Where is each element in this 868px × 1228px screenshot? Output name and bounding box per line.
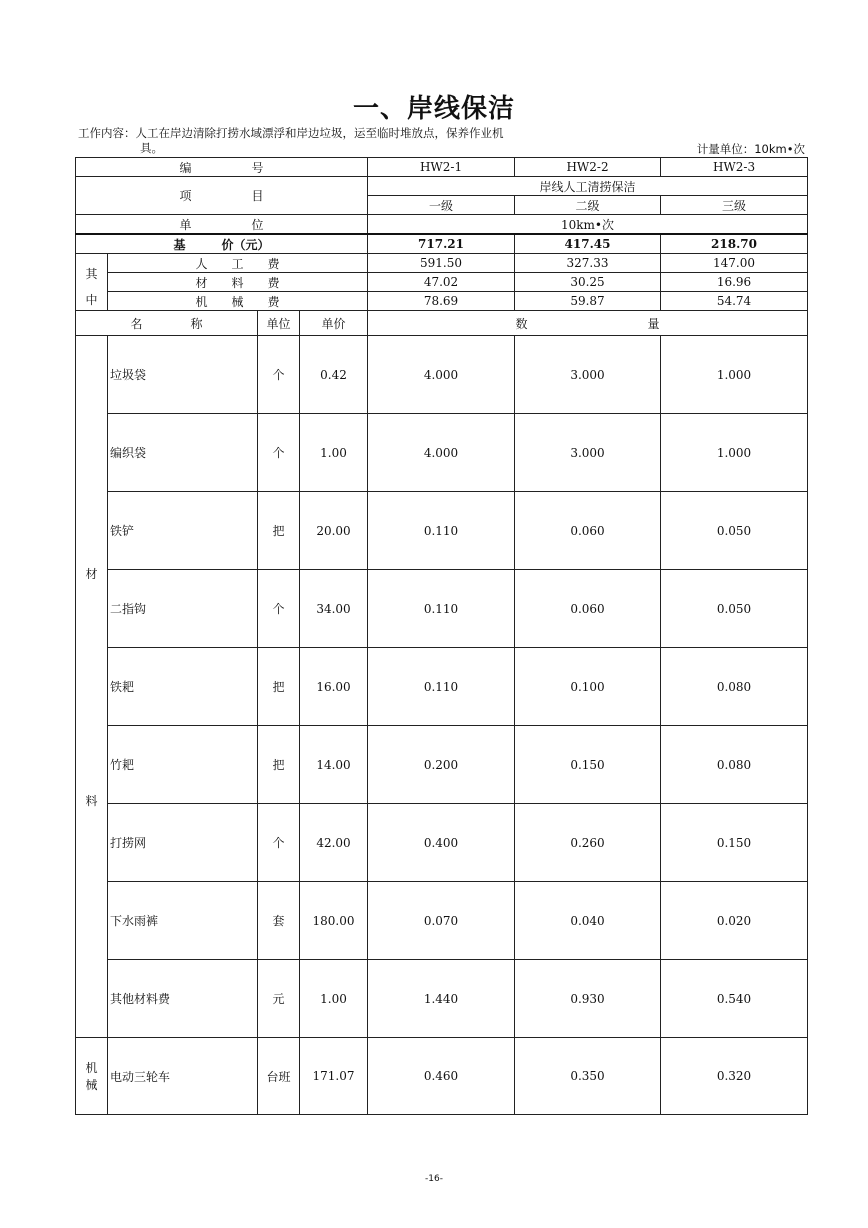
material-qty: 0.400 [368, 804, 515, 882]
material-name: 铁耙 [108, 648, 258, 726]
material-unit: 套 [258, 882, 300, 960]
material-qty: 0.060 [515, 570, 661, 648]
material-name: 编织袋 [108, 414, 258, 492]
materials-label [76, 336, 108, 1038]
materials-char-1: 材 [85, 566, 98, 581]
code-row [76, 158, 808, 177]
cost-value: 327.33 [515, 254, 661, 273]
material-qty: 0.050 [661, 570, 808, 648]
material-name: 竹耙 [108, 726, 258, 804]
material-qty: 4.000 [368, 414, 515, 492]
material-qty: 0.110 [368, 570, 515, 648]
material-price: 1.00 [300, 960, 368, 1038]
column-header-row [76, 311, 808, 336]
code-label: 编 号 [76, 158, 368, 177]
col-unit-header: 单位 [258, 311, 300, 336]
unit-row-value: 10km•次 [368, 215, 808, 235]
material-price: 0.42 [300, 336, 368, 414]
material-qty: 0.150 [515, 726, 661, 804]
work-content-line-2: 具。 [140, 141, 163, 155]
material-row [76, 648, 808, 726]
base-price-value: 417.45 [515, 234, 661, 254]
level-cell: 三级 [661, 196, 808, 215]
cost-value: 591.50 [368, 254, 515, 273]
machinery-qty: 0.460 [368, 1038, 515, 1115]
material-qty: 1.000 [661, 336, 808, 414]
work-content-line-1: 工作内容：人工在岸边清除打捞水域漂浮和岸边垃圾，运至临时堆放点，保养作业机 [78, 126, 504, 140]
work-content [78, 126, 598, 156]
cost-value: 59.87 [515, 292, 661, 311]
material-qty: 0.080 [661, 648, 808, 726]
material-name: 二指钩 [108, 570, 258, 648]
material-price: 42.00 [300, 804, 368, 882]
cost-label: 材 料 费 [108, 273, 368, 292]
cost-value: 47.02 [368, 273, 515, 292]
material-qty: 0.050 [661, 492, 808, 570]
col-price-header: 单价 [300, 311, 368, 336]
page-number: -16- [425, 1174, 443, 1184]
material-qty: 0.070 [368, 882, 515, 960]
labor-row [76, 254, 808, 273]
material-row [76, 960, 808, 1038]
material-row [76, 336, 808, 414]
code-cell: HW2-1 [368, 158, 515, 177]
material-qty: 0.110 [368, 648, 515, 726]
material-row [76, 570, 808, 648]
material-row [76, 492, 808, 570]
material-name: 铁铲 [108, 492, 258, 570]
material-unit: 把 [258, 726, 300, 804]
material-qty: 0.260 [515, 804, 661, 882]
material-qty: 1.000 [661, 414, 808, 492]
material-price: 34.00 [300, 570, 368, 648]
machinery-char-2: 械 [85, 1078, 98, 1092]
quota-table [75, 157, 808, 1115]
col-name-header: 名 称 [76, 311, 258, 336]
material-qty: 4.000 [368, 336, 515, 414]
material-qty: 3.000 [515, 414, 661, 492]
material-qty: 0.040 [515, 882, 661, 960]
material-row [76, 804, 808, 882]
base-price-value: 218.70 [661, 234, 808, 254]
machinery-price: 171.07 [300, 1038, 368, 1115]
material-price: 180.00 [300, 882, 368, 960]
material-qty: 0.020 [661, 882, 808, 960]
material-price: 14.00 [300, 726, 368, 804]
machinery-label [76, 1038, 108, 1115]
material-qty: 0.200 [368, 726, 515, 804]
material-unit: 把 [258, 648, 300, 726]
material-name: 打捞网 [108, 804, 258, 882]
cost-value: 54.74 [661, 292, 808, 311]
item-group-row [76, 177, 808, 196]
material-name: 垃圾袋 [108, 336, 258, 414]
material-qty: 0.540 [661, 960, 808, 1038]
material-price: 16.00 [300, 648, 368, 726]
cost-value: 147.00 [661, 254, 808, 273]
material-qty: 0.930 [515, 960, 661, 1038]
level-cell: 二级 [515, 196, 661, 215]
machinery-row [76, 1038, 808, 1115]
material-cost-row [76, 273, 808, 292]
item-group: 岸线人工清捞保洁 [368, 177, 808, 196]
material-price: 1.00 [300, 414, 368, 492]
code-cell: HW2-2 [515, 158, 661, 177]
unit-row [76, 215, 808, 235]
item-label: 项 目 [76, 177, 368, 215]
material-unit: 元 [258, 960, 300, 1038]
material-qty: 0.060 [515, 492, 661, 570]
materials-char-2: 料 [85, 793, 98, 808]
measurement-unit: 计量单位：10km•次 [696, 142, 805, 156]
cost-value: 16.96 [661, 273, 808, 292]
material-name: 下水雨裤 [108, 882, 258, 960]
material-unit: 把 [258, 492, 300, 570]
machinery-cost-row [76, 292, 808, 311]
machinery-qty: 0.320 [661, 1038, 808, 1115]
machinery-unit: 台班 [258, 1038, 300, 1115]
machinery-qty: 0.350 [515, 1038, 661, 1115]
material-qty: 1.440 [368, 960, 515, 1038]
material-qty: 0.080 [661, 726, 808, 804]
base-price-row [76, 234, 808, 254]
base-price-value: 717.21 [368, 234, 515, 254]
material-qty: 0.100 [515, 648, 661, 726]
material-unit: 个 [258, 414, 300, 492]
material-qty: 3.000 [515, 336, 661, 414]
material-unit: 个 [258, 336, 300, 414]
material-row [76, 414, 808, 492]
machinery-name: 电动三轮车 [108, 1038, 258, 1115]
material-qty: 0.150 [661, 804, 808, 882]
material-unit: 个 [258, 804, 300, 882]
code-cell: HW2-3 [661, 158, 808, 177]
of-which-label [76, 254, 108, 311]
material-qty: 0.110 [368, 492, 515, 570]
unit-row-label: 单 位 [76, 215, 368, 235]
material-row [76, 882, 808, 960]
material-price: 20.00 [300, 492, 368, 570]
base-price-label: 基 价（元） [76, 234, 368, 254]
page-title: 一、岸线保洁 [352, 94, 515, 124]
cost-value: 78.69 [368, 292, 515, 311]
of-which-char-1: 其 [85, 266, 98, 281]
cost-label: 人 工 费 [108, 254, 368, 273]
material-row [76, 726, 808, 804]
col-quantity-header: 数 量 [368, 311, 808, 336]
material-name: 其他材料费 [108, 960, 258, 1038]
material-unit: 个 [258, 570, 300, 648]
cost-value: 30.25 [515, 273, 661, 292]
machinery-char-1: 机 [85, 1061, 98, 1075]
level-cell: 一级 [368, 196, 515, 215]
of-which-char-2: 中 [85, 292, 98, 307]
cost-label: 机 械 费 [108, 292, 368, 311]
